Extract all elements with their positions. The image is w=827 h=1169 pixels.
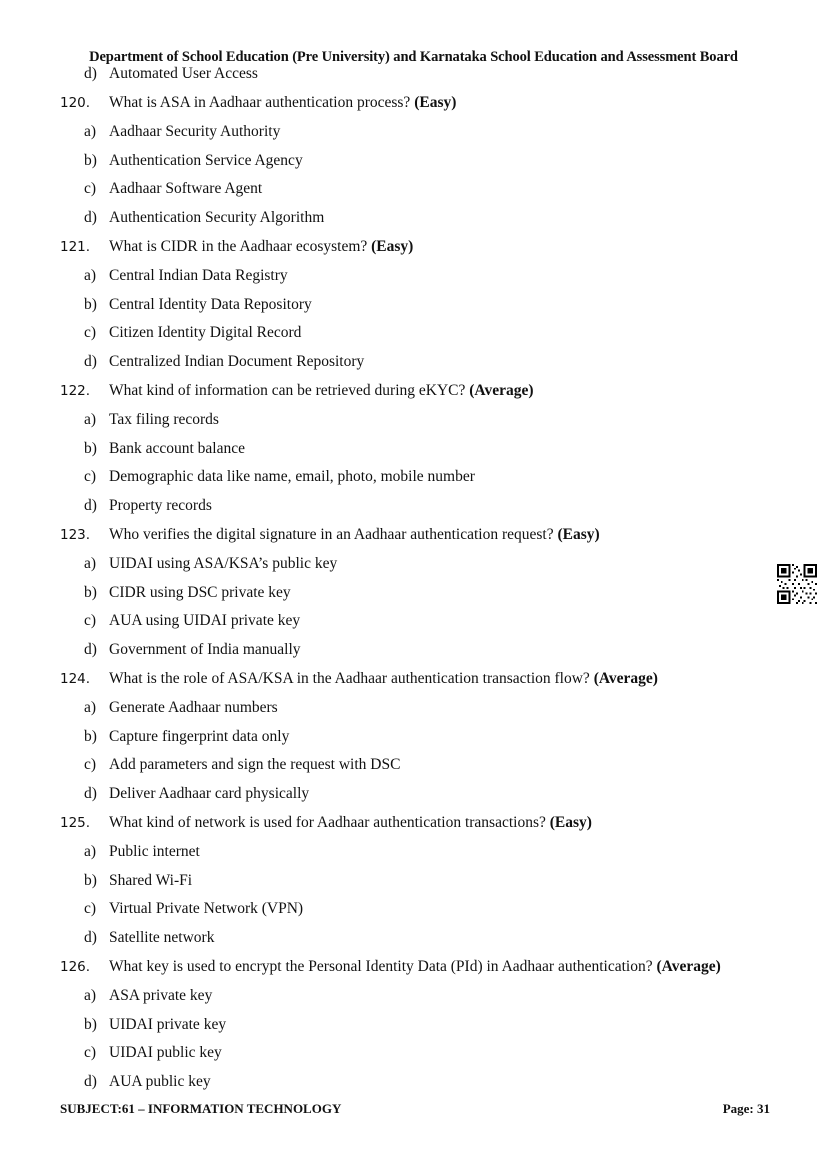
option-letter: b) bbox=[84, 151, 97, 169]
option-text: Tax filing records bbox=[109, 410, 219, 428]
question-number: 121. bbox=[60, 239, 91, 255]
option-text: CIDR using DSC private key bbox=[109, 583, 291, 601]
option-letter: d) bbox=[84, 1073, 97, 1091]
option-text: Citizen Identity Digital Record bbox=[109, 324, 302, 342]
option-text: Capture fingerprint data only bbox=[109, 727, 290, 745]
option-text: Public internet bbox=[109, 842, 200, 860]
question-text bbox=[109, 524, 600, 546]
qr-code-icon bbox=[777, 564, 817, 604]
option-letter: b) bbox=[84, 439, 97, 457]
option-text: Authentication Service Agency bbox=[109, 151, 303, 169]
option-letter: a) bbox=[84, 122, 97, 140]
option-letter: a) bbox=[84, 266, 97, 284]
option-text: UIDAI using ASA/KSA’s public key bbox=[109, 554, 338, 572]
option-letter: b) bbox=[84, 871, 97, 889]
question-stem: What is ASA in Aadhaar authentication process? bbox=[109, 94, 411, 111]
difficulty-level: (Average) bbox=[656, 958, 721, 975]
question-number: 124. bbox=[60, 671, 91, 687]
question-number: 126. bbox=[60, 959, 91, 975]
option-letter: c) bbox=[84, 468, 97, 486]
footer-subject: SUBJECT:61 – INFORMATION TECHNOLOGY bbox=[60, 1101, 342, 1116]
difficulty-level: (Easy) bbox=[557, 526, 600, 543]
option-letter: a) bbox=[84, 842, 97, 860]
option-text: AUA public key bbox=[109, 1073, 211, 1091]
option-text: Bank account balance bbox=[109, 439, 245, 457]
question-text bbox=[109, 380, 534, 402]
option-text: Satellite network bbox=[109, 929, 215, 947]
option-letter: a) bbox=[84, 554, 97, 572]
option-letter: c) bbox=[84, 756, 97, 774]
option-text: Virtual Private Network (VPN) bbox=[109, 900, 304, 918]
option-letter: b) bbox=[84, 1015, 97, 1033]
option-text: AUA using UIDAI private key bbox=[109, 612, 301, 630]
option-letter: c) bbox=[84, 324, 97, 342]
option-text: Add parameters and sign the request with DSC bbox=[109, 756, 401, 774]
difficulty-level: (Average) bbox=[593, 670, 658, 687]
question-number: 122. bbox=[60, 383, 91, 399]
question-text bbox=[109, 668, 658, 690]
option-letter: a) bbox=[84, 698, 97, 716]
option-letter: d) bbox=[84, 209, 97, 227]
option-text: Aadhaar Software Agent bbox=[109, 180, 263, 198]
option-letter: c) bbox=[84, 612, 97, 630]
option-letter: a) bbox=[84, 986, 97, 1004]
option-letter: d) bbox=[84, 785, 97, 803]
difficulty-level: (Easy) bbox=[371, 238, 414, 255]
option-text: UIDAI private key bbox=[109, 1015, 227, 1033]
option-letter: d) bbox=[84, 641, 97, 659]
option-letter: d) bbox=[84, 353, 97, 371]
question-stem: What kind of information can be retrieved during eKYC? bbox=[109, 382, 466, 399]
option-text: Automated User Access bbox=[109, 65, 258, 82]
difficulty-level: (Easy) bbox=[549, 814, 592, 831]
question-text bbox=[109, 236, 413, 258]
question-stem: What key is used to encrypt the Personal Identity Data (PId) in Aadhaar authentication? bbox=[109, 958, 653, 975]
footer-page-number: Page: 31 bbox=[722, 1101, 770, 1116]
question-stem: What is the role of ASA/KSA in the Aadhaar authentication transaction flow? bbox=[109, 670, 590, 687]
option-text: Aadhaar Security Authority bbox=[109, 122, 281, 140]
option-letter: d) bbox=[84, 65, 97, 82]
option-letter: a) bbox=[84, 410, 97, 428]
question-text bbox=[109, 956, 721, 978]
option-letter: c) bbox=[84, 180, 97, 198]
option-letter: b) bbox=[84, 727, 97, 745]
option-text: ASA private key bbox=[109, 986, 213, 1004]
option-text: Property records bbox=[109, 497, 212, 515]
option-letter: b) bbox=[84, 295, 97, 313]
option-text: Deliver Aadhaar card physically bbox=[109, 785, 310, 803]
option-letter: c) bbox=[84, 1044, 97, 1062]
question-stem: What kind of network is used for Aadhaar authentication transactions? bbox=[109, 814, 546, 831]
option-text: Central Identity Data Repository bbox=[109, 295, 312, 313]
question-stem: Who verifies the digital signature in an Aadhaar authentication request? bbox=[109, 526, 554, 543]
option-letter: d) bbox=[84, 497, 97, 515]
option-letter: b) bbox=[84, 583, 97, 601]
option-text: Centralized Indian Document Repository bbox=[109, 353, 365, 371]
question-text bbox=[109, 812, 592, 834]
difficulty-level: (Average) bbox=[469, 382, 534, 399]
question-text bbox=[109, 92, 456, 114]
option-text: Demographic data like name, email, photo, mobile number bbox=[109, 468, 475, 486]
question-number: 123. bbox=[60, 527, 91, 543]
question-stem: What is CIDR in the Aadhaar ecosystem? bbox=[109, 238, 368, 255]
option-text: Generate Aadhaar numbers bbox=[109, 698, 278, 716]
question-number: 120. bbox=[60, 95, 91, 111]
option-text: Shared Wi-Fi bbox=[109, 871, 193, 889]
option-text: Authentication Security Algorithm bbox=[109, 209, 325, 227]
option-text: UIDAI public key bbox=[109, 1044, 222, 1062]
question-number: 125. bbox=[60, 815, 91, 831]
page-header: Department of School Education (Pre University) and Karnataka School Education and Assessment Board bbox=[89, 49, 738, 65]
option-letter: d) bbox=[84, 929, 97, 947]
option-text: Government of India manually bbox=[109, 641, 301, 659]
option-letter: c) bbox=[84, 900, 97, 918]
difficulty-level: (Easy) bbox=[414, 94, 457, 111]
option-text: Central Indian Data Registry bbox=[109, 266, 288, 284]
